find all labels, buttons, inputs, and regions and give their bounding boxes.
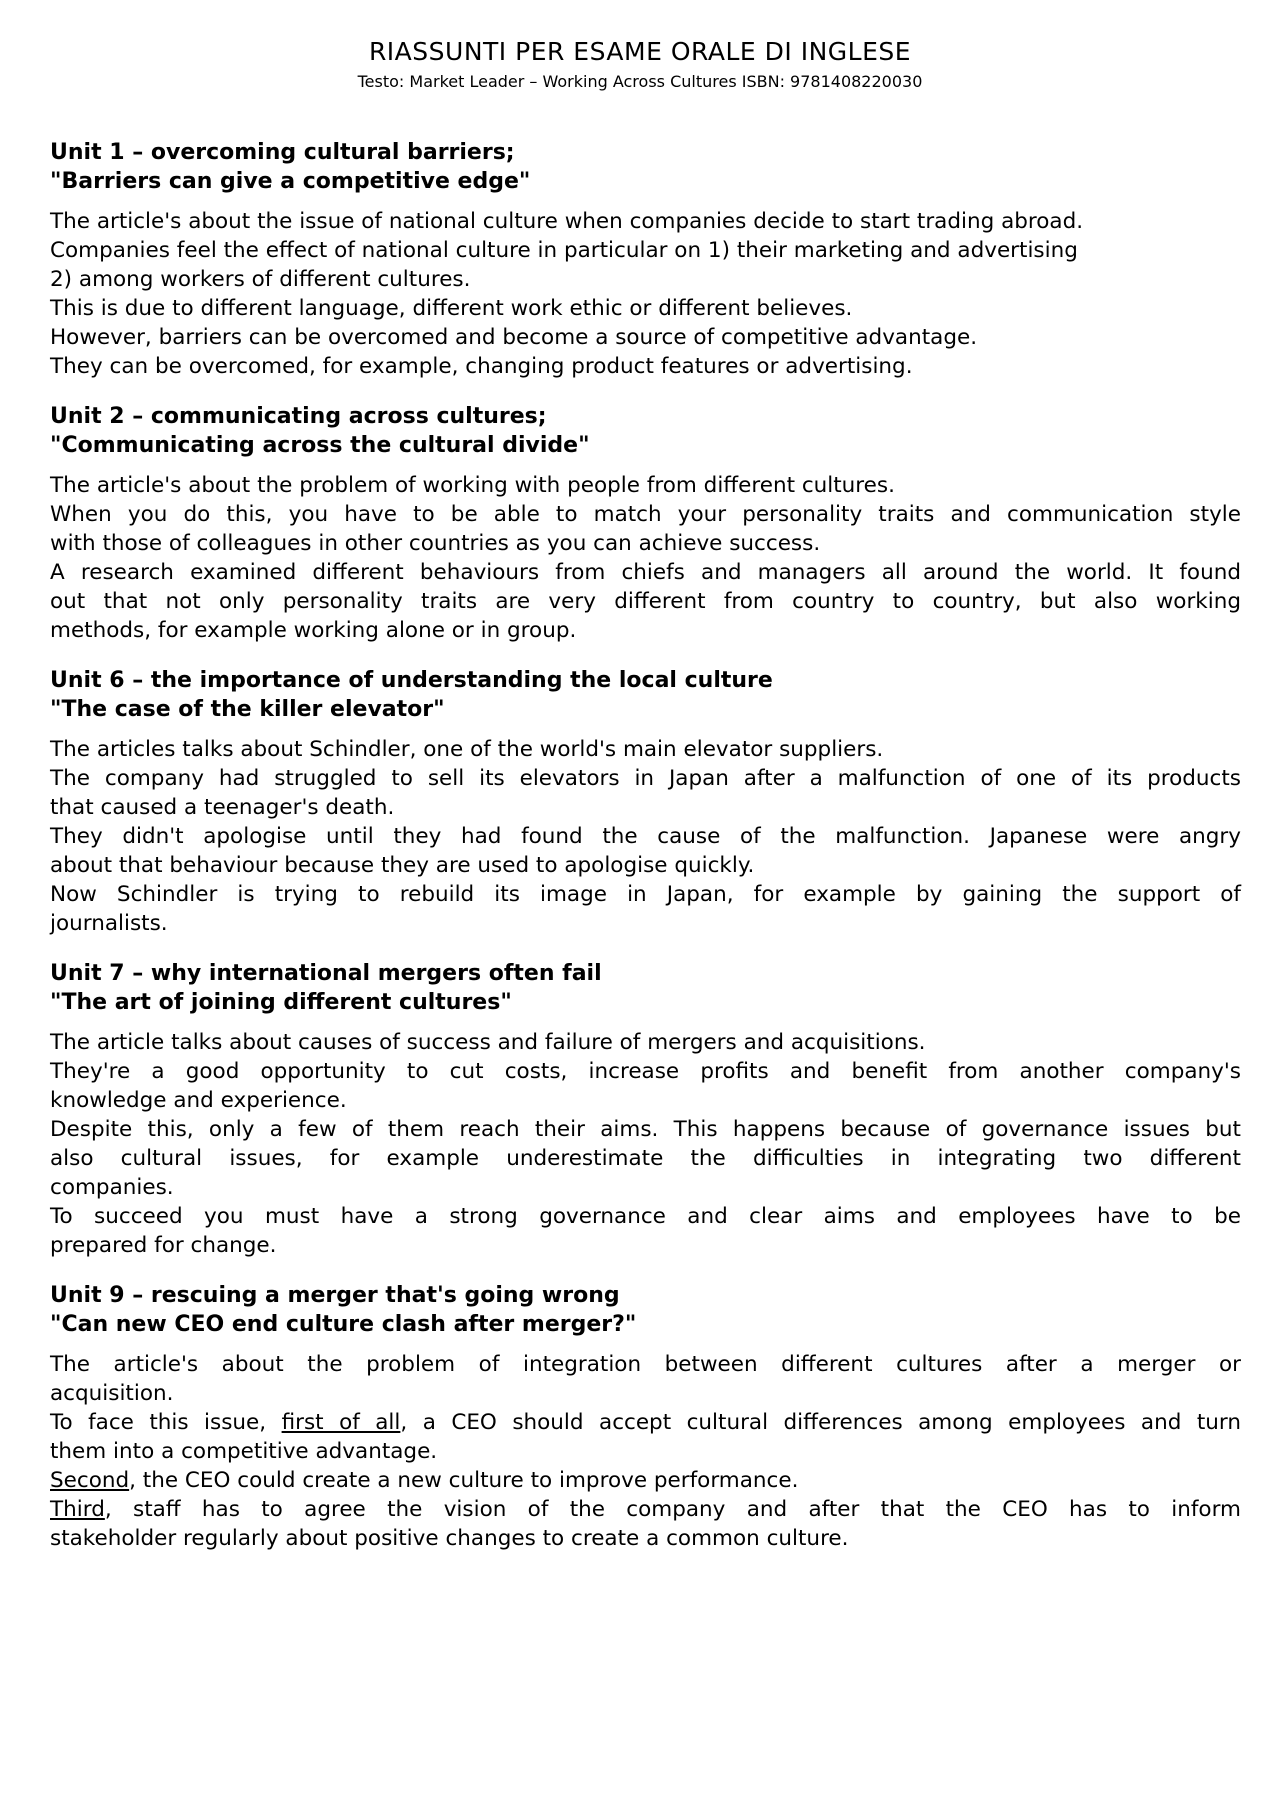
- summary-line: Now Schindler is trying to rebuild its image in Japan, for example by gaining the support of: [50, 882, 1241, 907]
- document-subtitle: Testo: Market Leader – Working Across Cultures ISBN: 9781408220030: [357, 72, 923, 91]
- summary-line: The article talks about causes of success and failure of mergers and acquisitions.: [50, 1030, 926, 1055]
- unit-heading: Unit 7 – why international mergers often fail: [50, 961, 602, 986]
- summary-line: They didn't apologise until they had found the cause of the malfunction. Japanese were angry: [50, 824, 1241, 849]
- summary-line: prepared for change.: [50, 1233, 277, 1258]
- underlined-phrase-third: Third: [50, 1497, 105, 1522]
- text-run: , staff has to agree the vision of the company and after that the CEO has to inform: [104, 1497, 1241, 1522]
- summary-line: 2) among workers of different cultures.: [50, 267, 471, 292]
- section-unit-6: [50, 666, 1241, 938]
- summary-line: Despite this, only a few of them reach their aims. This happens because of governance issues but: [50, 1117, 1241, 1142]
- summary-line: The company had struggled to sell its elevators in Japan after a malfunction of one of its products: [50, 766, 1241, 791]
- summary-line: methods, for example working alone or in group.: [50, 618, 577, 643]
- text-run: To face this issue,: [50, 1410, 282, 1435]
- summary-paragraph: [50, 1350, 1241, 1553]
- section-unit-2: [50, 402, 1241, 645]
- summary-line: A research examined different behaviours from chiefs and managers all around the world. It found: [50, 560, 1241, 585]
- unit-heading: Unit 2 – communicating across cultures;: [50, 404, 547, 429]
- summary-line: When you do this, you have to be able to match your personality traits and communication style: [50, 502, 1241, 527]
- article-title: "Can new CEO end culture clash after merger?": [50, 1312, 637, 1337]
- summary-line: knowledge and experience.: [50, 1088, 347, 1113]
- summary-line: out that not only personality traits are very different from country to country, but also working: [50, 589, 1241, 614]
- summary-line: [50, 1495, 1241, 1524]
- section-unit-7: [50, 959, 1241, 1260]
- underlined-phrase-first-of-all: first of all: [281, 1410, 401, 1435]
- document-body: [50, 138, 1241, 1574]
- section-unit-9: [50, 1281, 1241, 1553]
- summary-line: The article's about the problem of integration between different cultures after a merger or: [50, 1352, 1241, 1377]
- summary-line: However, barriers can be overcomed and become a source of competitive advantage.: [50, 325, 978, 350]
- unit-heading: Unit 1 – overcoming cultural barriers;: [50, 140, 515, 165]
- summary-paragraph: [50, 735, 1241, 938]
- document-title: RIASSUNTI PER ESAME ORALE DI INGLESE: [368, 37, 912, 66]
- unit-heading: Unit 9 – rescuing a merger that's going wrong: [50, 1283, 620, 1308]
- summary-line: with those of colleagues in other countries as you can achieve success.: [50, 531, 821, 556]
- summary-line: journalists.: [50, 911, 168, 936]
- summary-paragraph: [50, 1028, 1241, 1260]
- underlined-phrase-second: Second: [50, 1468, 130, 1493]
- summary-line: [50, 1408, 1241, 1437]
- summary-line: about that behaviour because they are used to apologise quickly.: [50, 853, 755, 878]
- summary-line: The article's about the issue of national culture when companies decide to start trading abroad.: [50, 209, 1084, 234]
- summary-line: They're a good opportunity to cut costs, increase profits and benefit from another company's: [50, 1059, 1241, 1084]
- summary-line: them into a competitive advantage.: [50, 1439, 438, 1464]
- summary-line: The article's about the problem of working with people from different cultures.: [50, 473, 895, 498]
- summary-paragraph: [50, 207, 1241, 381]
- summary-line: acquisition.: [50, 1381, 174, 1406]
- summary-paragraph: [50, 471, 1241, 645]
- summary-line: The articles talks about Schindler, one of the world's main elevator suppliers.: [50, 737, 884, 762]
- summary-line: Companies feel the effect of national culture in particular on 1) their marketing and advertising: [50, 238, 1078, 263]
- text-run: , the CEO could create a new culture to improve performance.: [129, 1468, 799, 1493]
- summary-line: They can be overcomed, for example, changing product features or advertising.: [50, 354, 913, 379]
- article-title: "Barriers can give a competitive edge": [50, 169, 531, 194]
- section-unit-1: [50, 138, 1241, 381]
- text-run: , a CEO should accept cultural differences among employees and turn: [400, 1410, 1241, 1435]
- summary-line: companies.: [50, 1175, 174, 1200]
- unit-heading: Unit 6 – the importance of understanding the local culture: [50, 668, 773, 693]
- summary-line: [50, 1466, 1241, 1495]
- article-title: "The case of the killer elevator": [50, 697, 445, 722]
- summary-line: also cultural issues, for example underestimate the difficulties in integrating two different: [50, 1146, 1241, 1171]
- summary-line: stakeholder regularly about positive changes to create a common culture.: [50, 1526, 849, 1551]
- article-title: "Communicating across the cultural divide": [50, 433, 590, 458]
- summary-line: To succeed you must have a strong governance and clear aims and employees have to be: [50, 1204, 1241, 1229]
- summary-line: that caused a teenager's death.: [50, 795, 395, 820]
- summary-line: This is due to different language, different work ethic or different believes.: [50, 296, 853, 321]
- article-title: "The art of joining different cultures": [50, 990, 512, 1015]
